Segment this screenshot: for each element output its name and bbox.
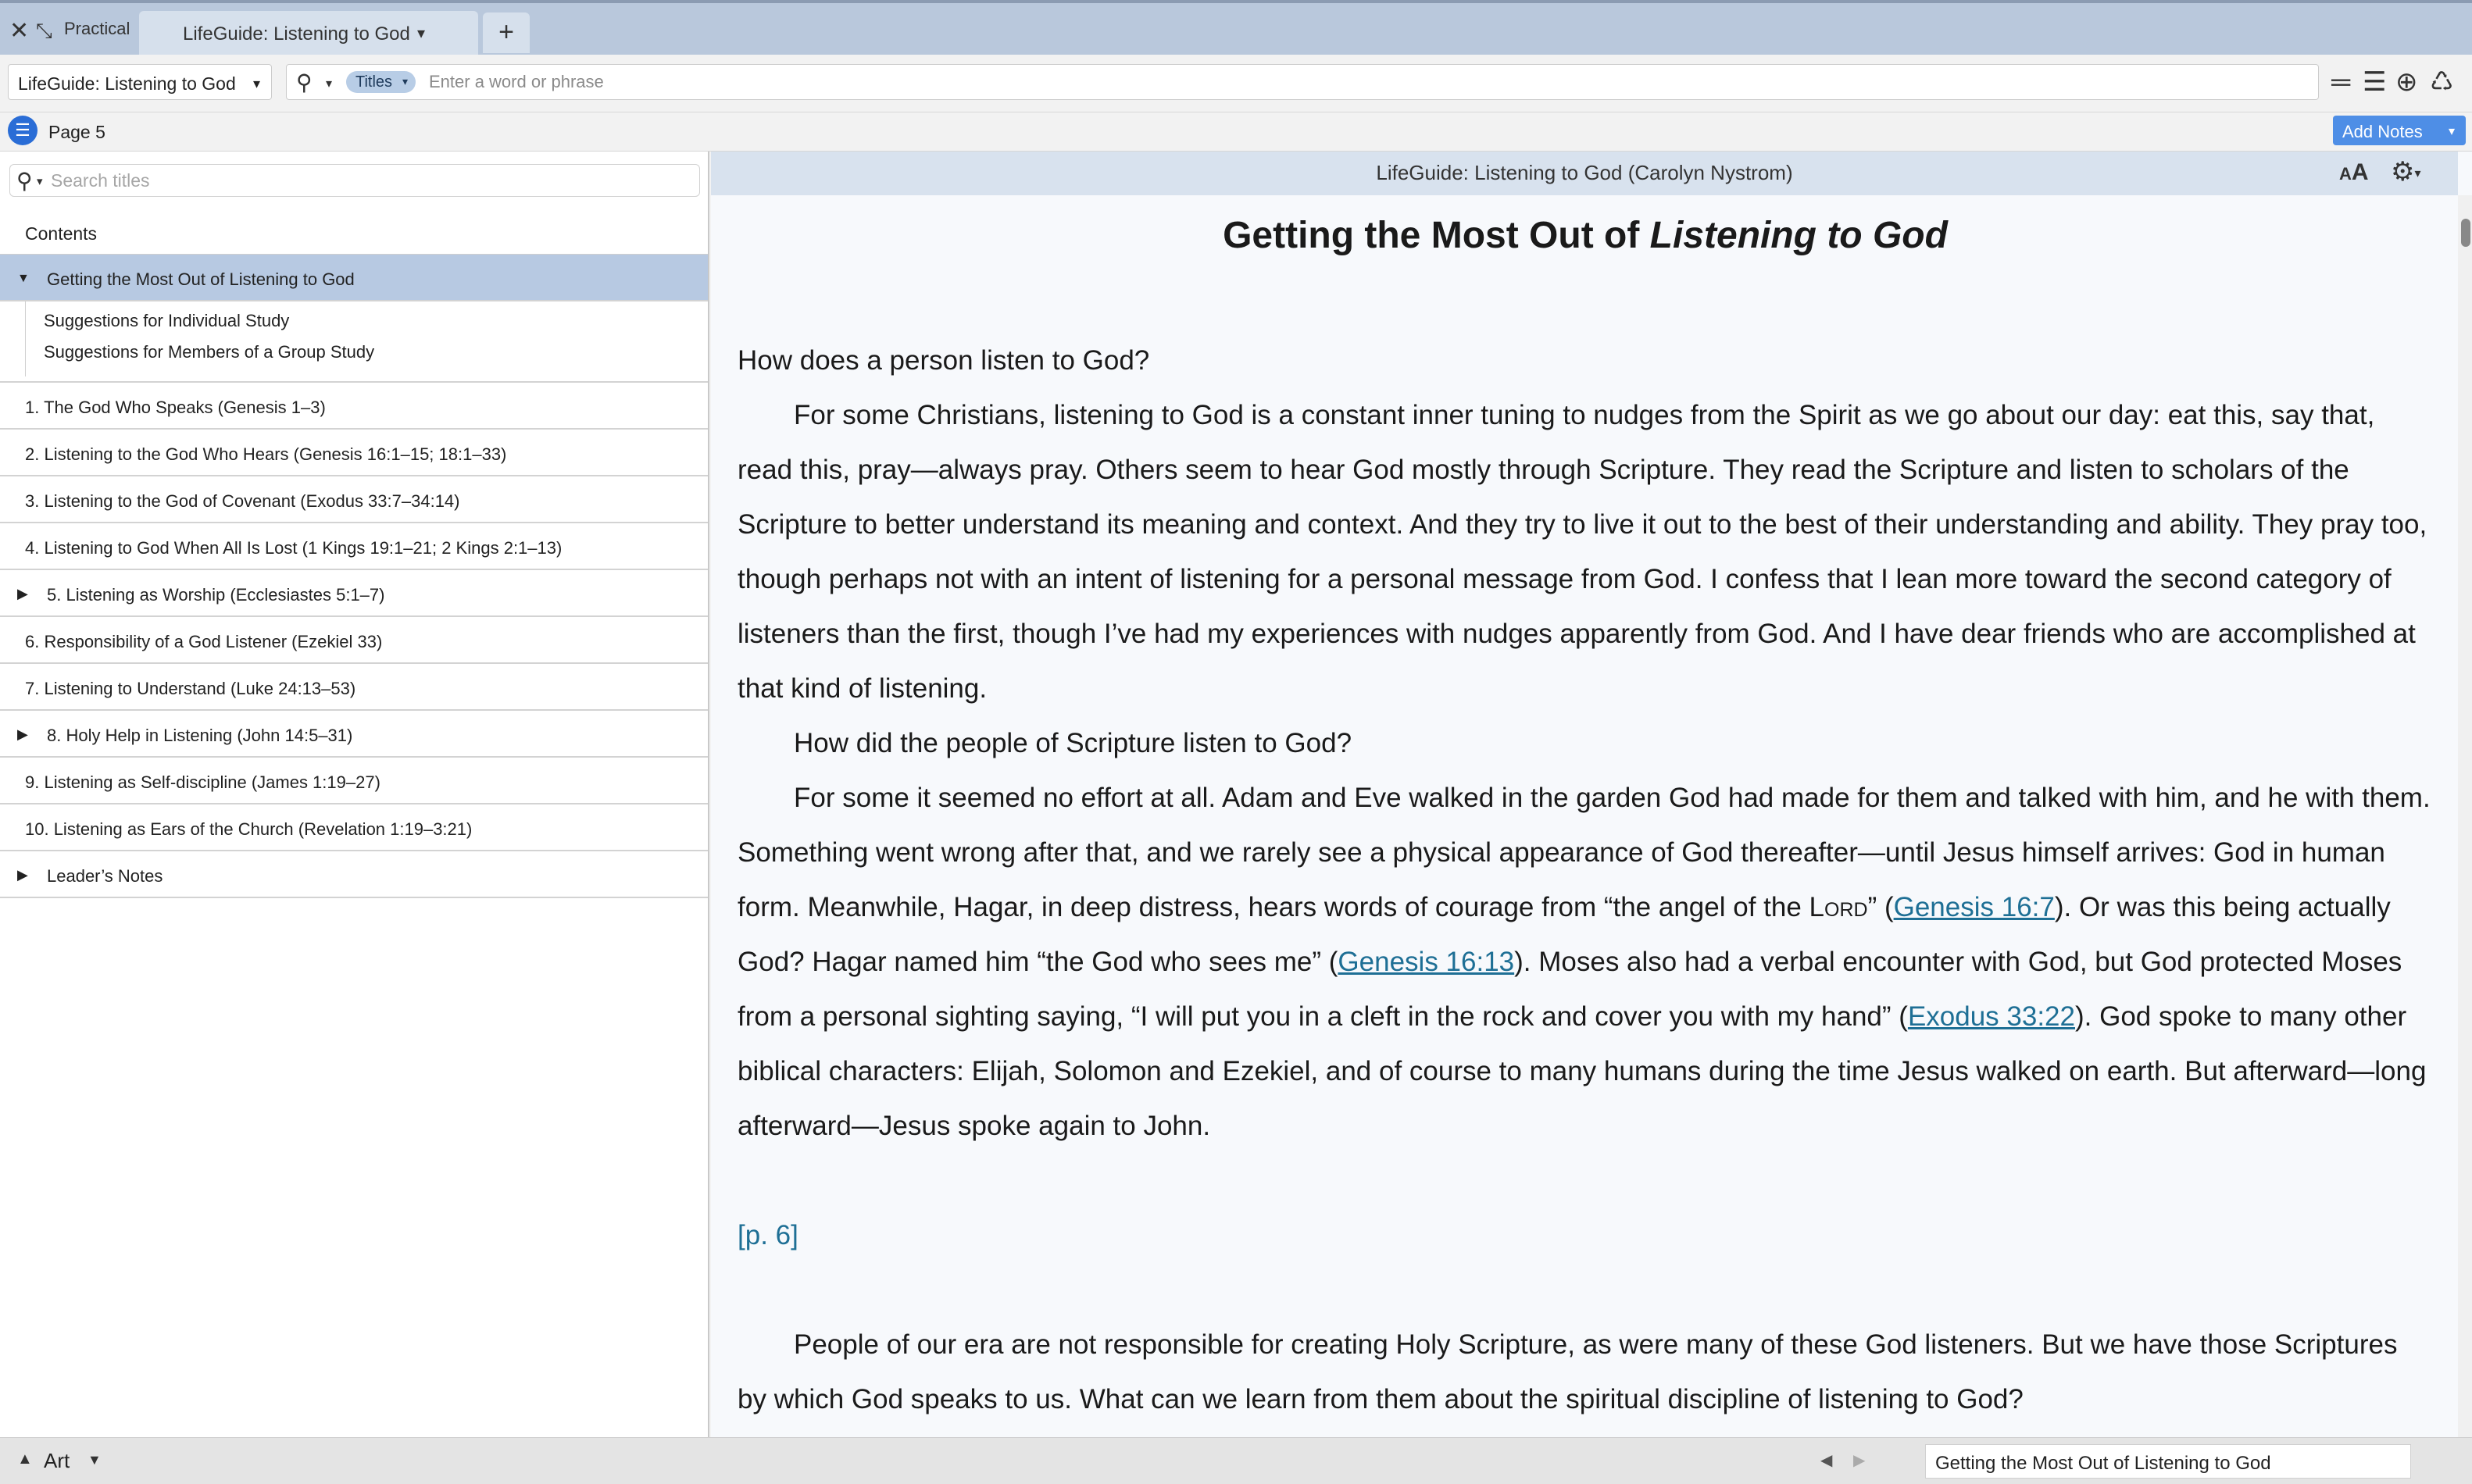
resource-title: LifeGuide: Listening to God (Carolyn Nystrom) [1376,161,1793,184]
search-input[interactable] [429,70,2304,95]
expand-down-icon[interactable]: ▼ [17,272,30,285]
toc-item[interactable] [0,758,708,804]
window-tab-bar [0,0,2472,55]
resource-select[interactable] [8,64,272,100]
previous-icon[interactable]: ◀ [1820,1452,1833,1469]
toc-item-label: 4. Listening to God When All Is Lost (1 Kings 19:1–21; 2 Kings 2:1–13) [25,538,563,558]
paragraph [738,771,2433,1154]
toc-item-label: Leader’s Notes [47,866,163,886]
toc-sub-item[interactable]: Suggestions for Individual Study [44,311,290,330]
tab-label: LifeGuide: Listening to God [183,23,410,45]
chevron-down-icon[interactable]: ▼ [88,1452,102,1468]
paragraph: How did the people of Scripture listen to God? [794,728,1352,758]
font-size-icon[interactable]: AA [2339,159,2369,185]
add-notes-label: Add Notes [2342,122,2423,141]
page-row [0,112,2472,152]
toolbar [0,55,2472,112]
paragraph: How does a person listen to God? [738,345,1150,376]
sync-icon[interactable]: ♺ [2430,67,2454,97]
close-icon[interactable]: ✕ [9,18,30,44]
toc-toggle-button[interactable]: ☰ [8,116,38,145]
heading-text: Getting the Most Out of [1223,215,1650,256]
toc-contents-link[interactable]: Contents [0,208,708,255]
toc-sub-item[interactable]: Suggestions for Members of a Group Study [44,342,375,362]
toc-item-label: 1. The God Who Speaks (Genesis 1–3) [25,398,326,417]
divider [25,301,26,376]
new-tab-button[interactable]: + [483,12,530,53]
scripture-link[interactable]: Genesis 16:13 [1338,947,1515,977]
titles-search-box[interactable] [9,164,700,197]
search-scope-label: Titles [355,73,393,91]
toc-item[interactable] [0,523,708,570]
toc-list [0,208,708,898]
heading-title-italic: Listening to God [1649,215,1948,256]
toc-item[interactable] [0,711,708,758]
toc-sub-list [0,301,708,383]
resource-select-label: LifeGuide: Listening to God [18,73,236,94]
expand-right-icon[interactable]: ▶ [17,586,28,601]
panel-selector[interactable]: Art [44,1449,70,1472]
chevron-down-icon[interactable]: ▾ [326,77,333,91]
scrollbar[interactable] [2458,195,2472,1437]
bottom-bar [0,1437,2472,1484]
toc-item[interactable] [0,476,708,523]
scripture-link[interactable]: Genesis 16:7 [1893,892,2055,922]
search-box[interactable] [286,64,2319,100]
add-notes-button[interactable] [2333,116,2466,145]
toc-item-label: 8. Holy Help in Listening (John 14:5–31) [47,726,353,745]
parallel-lines-icon[interactable]: ═ [2331,67,2351,97]
reader-header [711,152,2458,195]
lord-smallcaps: Lord [1809,892,1868,922]
text-run: ” ( [1867,892,1894,922]
paragraph: For some Christians, listening to God is a constant inner tuning to nudges from the Spirit as we go about our day: eat this, say that, read this, pray—always pray. Others seem to hear God mostly through Scripture. They read the Scripture and listen to scholars of the Scripture to better understand its meaning and context. And they try to live it out to the best of their understanding and ability. They pray too, though perhaps not with an intent of listening for a personal message from God. I confess that I lean more toward the second category of listeners than the first, though I’ve had my experiences with nudges apparently from God. And I have dear friends who are accomplished at that kind of listening. [738,400,2427,704]
toc-item-label: 5. Listening as Worship (Ecclesiastes 5:1–7) [47,585,385,605]
toc-item[interactable] [0,851,708,898]
toc-item[interactable] [0,430,708,476]
text-run: ). Moses also had a verbal encounter with God, but God protected Moses from a personal sighting saying, “I will put you in a cleft in the rock and cover you with my hand” ( [738,947,2402,1032]
toc-item-active[interactable] [0,255,708,301]
chevron-up-icon[interactable]: ▲ [17,1450,33,1468]
toc-item-label: 9. Listening as Self-discipline (James 1:19–27) [25,772,380,792]
expand-right-icon[interactable]: ▶ [17,867,28,883]
toc-item[interactable] [0,570,708,617]
chevron-down-icon[interactable]: ▾ [37,175,43,188]
toc-item[interactable] [0,383,708,430]
toc-item-label: Getting the Most Out of Listening to God [47,269,355,289]
text-run: ). Or was this being actually God? Hagar named him “the God who sees me” ( [738,892,2391,977]
tab-active[interactable] [139,11,478,58]
expand-right-icon[interactable]: ▶ [17,726,28,742]
toc-item[interactable] [0,664,708,711]
search-icon[interactable]: ⚲ [16,169,33,193]
toc-item[interactable] [0,804,708,851]
table-of-contents-panel [0,152,709,1437]
paragraph: People of our era are not responsible for creating Holy Scripture, as were many of these God listeners. But we have those Scriptures by which God speaks to us. What can we learn from them about the spiritual discipline of listening to God? [738,1329,2398,1414]
titles-search-input[interactable] [51,169,676,192]
reader-pane [711,152,2472,1437]
search-icon[interactable]: ⚲ [296,70,313,95]
chevron-down-icon: ▾ [2448,125,2455,138]
search-scope-pill[interactable] [346,71,416,93]
toc-item-label: 2. Listening to the God Who Hears (Genesis 16:1–15; 18:1–33) [25,444,507,464]
scripture-link[interactable]: Exodus 33:22 [1907,1001,2075,1032]
page-marker: [p. 6] [738,1220,798,1250]
chevron-down-icon: ▾ [402,75,409,87]
text-run: ). God spoke to many other biblical characters: Elijah, Solomon and Ezekiel, and of course to many humans during the time Jesus walked on earth. But afterward—long afterward—Jesus spoke again to John. [738,1001,2427,1141]
chevron-down-icon[interactable]: ▾ [417,25,426,42]
next-icon[interactable]: ▶ [1853,1452,1866,1469]
toc-item[interactable] [0,617,708,664]
toc-item-label: 3. Listening to the God of Covenant (Exodus 33:7–34:14) [25,491,460,511]
toc-item-label: 7. Listening to Understand (Luke 24:13–53) [25,679,356,698]
toc-item-label: 6. Responsibility of a God Listener (Ezekiel 33) [25,632,383,651]
chevron-down-icon: ▾ [252,76,260,91]
text-run: For some it seemed no effort at all. Adam and Eve walked in the garden God had made for them and talked with him, and he with them. Something went wrong after that, and we rarely see a physical appearance of God thereafter—until Jesus himself arrives: God in human form. Meanwhile, Hagar, in deep distress, hears words of courage from “the angel of the [738,783,2431,922]
add-circle-icon[interactable]: ⊕ [2395,67,2418,97]
article-body [738,214,2433,1427]
collapse-icon[interactable]: ⤡ [36,19,52,42]
text-align-icon[interactable]: ☰ [2363,67,2387,97]
page-indicator: Page 5 [48,122,105,142]
layout-name[interactable]: Practical [64,19,130,38]
toc-item-label: 10. Listening as Ears of the Church (Revelation 1:19–3:21) [25,819,473,839]
location-field[interactable]: Getting the Most Out of Listening to God [1925,1444,2411,1479]
article-heading [738,214,2433,257]
gear-icon[interactable]: ⚙▾ [2391,157,2421,187]
scrollbar-thumb[interactable] [2461,219,2470,247]
